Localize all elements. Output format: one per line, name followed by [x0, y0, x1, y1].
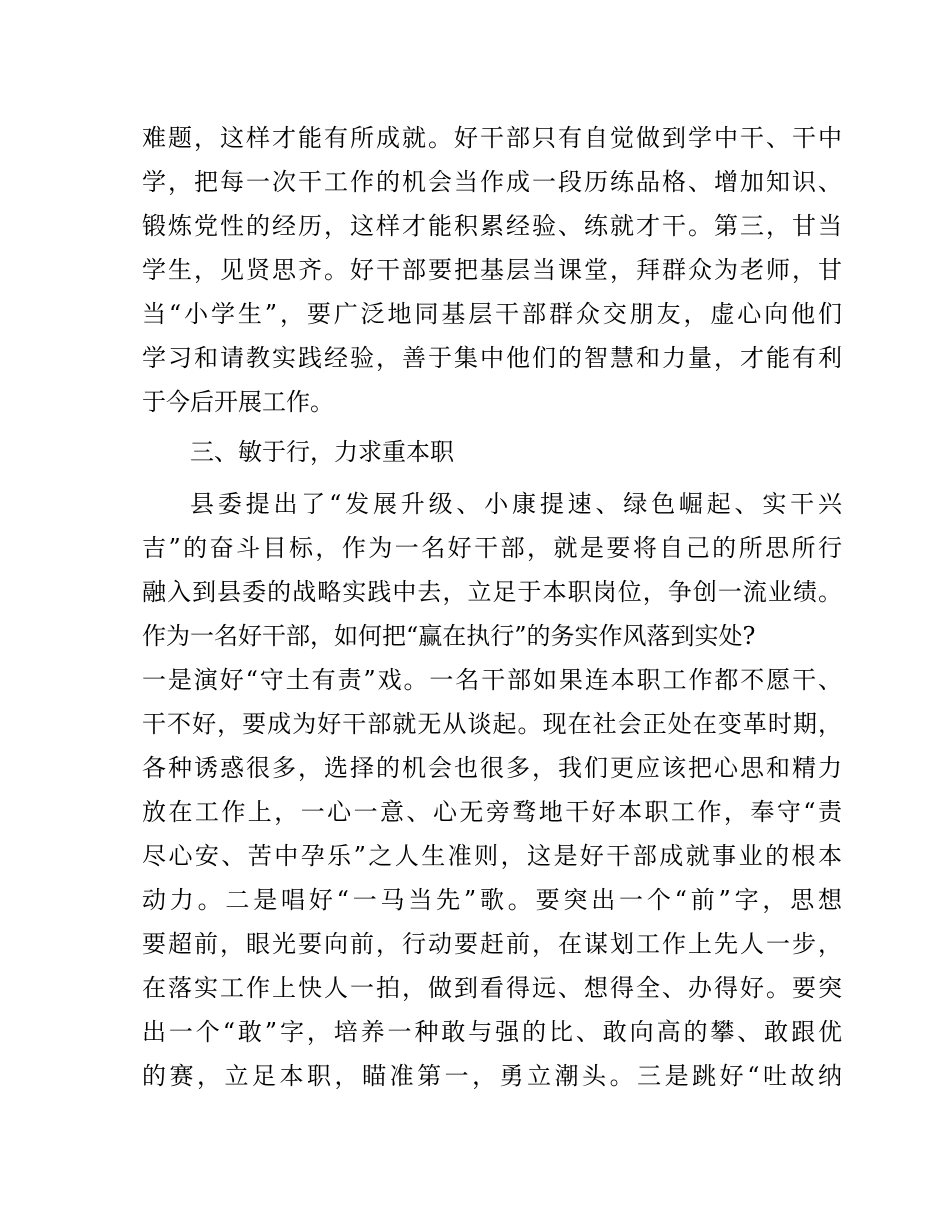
text-line: 一是演好“守土有责”戏。一名干部如果连本职工作都不愿干、	[142, 666, 842, 694]
text-line: 出一个“敢”字，培养一种敢与强的比、敢向高的攀、敢跟优	[142, 1018, 842, 1046]
text-line: 于今后开展工作。	[142, 388, 334, 416]
text-line: 难题，这样才能有所成就。好干部只有自觉做到学中干、干中	[142, 124, 842, 152]
paragraph-continued	[142, 116, 842, 424]
text-line: 干不好，要成为好干部就无从谈起。现在社会正处在变革时期，	[142, 710, 842, 738]
text-line: 要超前，眼光要向前，行动要赶前，在谋划工作上先人一步，	[142, 930, 842, 958]
text-line: 作为一名好干部，如何把“赢在执行”的务实作风落到实处?	[142, 622, 756, 650]
text-line: 动力。二是唱好“一马当先”歌。要突出一个“前”字，思想	[142, 886, 842, 914]
text-line: 融入到县委的战略实践中去，立足于本职岗位，争创一流业绩。	[142, 578, 842, 606]
text-line: 锻炼党性的经历，这样才能积累经验、练就才干。第三，甘当	[142, 212, 842, 240]
text-line: 在落实工作上快人一拍，做到看得远、想得全、办得好。要突	[142, 974, 842, 1002]
text-line: 学，把每一次干工作的机会当作成一段历练品格、增加知识、	[142, 168, 842, 196]
text-line: 尽心安、苦中孕乐”之人生准则，这是好干部成就事业的根本	[142, 842, 842, 870]
paragraph-body	[142, 482, 842, 1098]
text-line: 的赛，立足本职，瞄准第一，勇立潮头。三是跳好“吐故纳	[142, 1062, 842, 1090]
text-line: 学生，见贤思齐。好干部要把基层当课堂，拜群众为老师，甘	[142, 256, 842, 284]
section-heading	[142, 430, 842, 474]
text-line: 当“小学生”，要广泛地同基层干部群众交朋友，虚心向他们	[142, 300, 842, 328]
text-line: 各种诱惑很多，选择的机会也很多，我们更应该把心思和精力	[142, 754, 842, 782]
text-line: 学习和请教实践经验，善于集中他们的智慧和力量，才能有利	[142, 344, 842, 372]
text-line: 吉”的奋斗目标，作为一名好干部，就是要将自己的所思所行	[142, 534, 842, 562]
section-heading-text: 三、敏于行，力求重本职	[190, 438, 454, 466]
text-line: 放在工作上，一心一意、心无旁骛地干好本职工作，奉守“责	[142, 798, 842, 826]
text-line: 县委提出了“发展升级、小康提速、绿色崛起、实干兴	[190, 490, 842, 518]
